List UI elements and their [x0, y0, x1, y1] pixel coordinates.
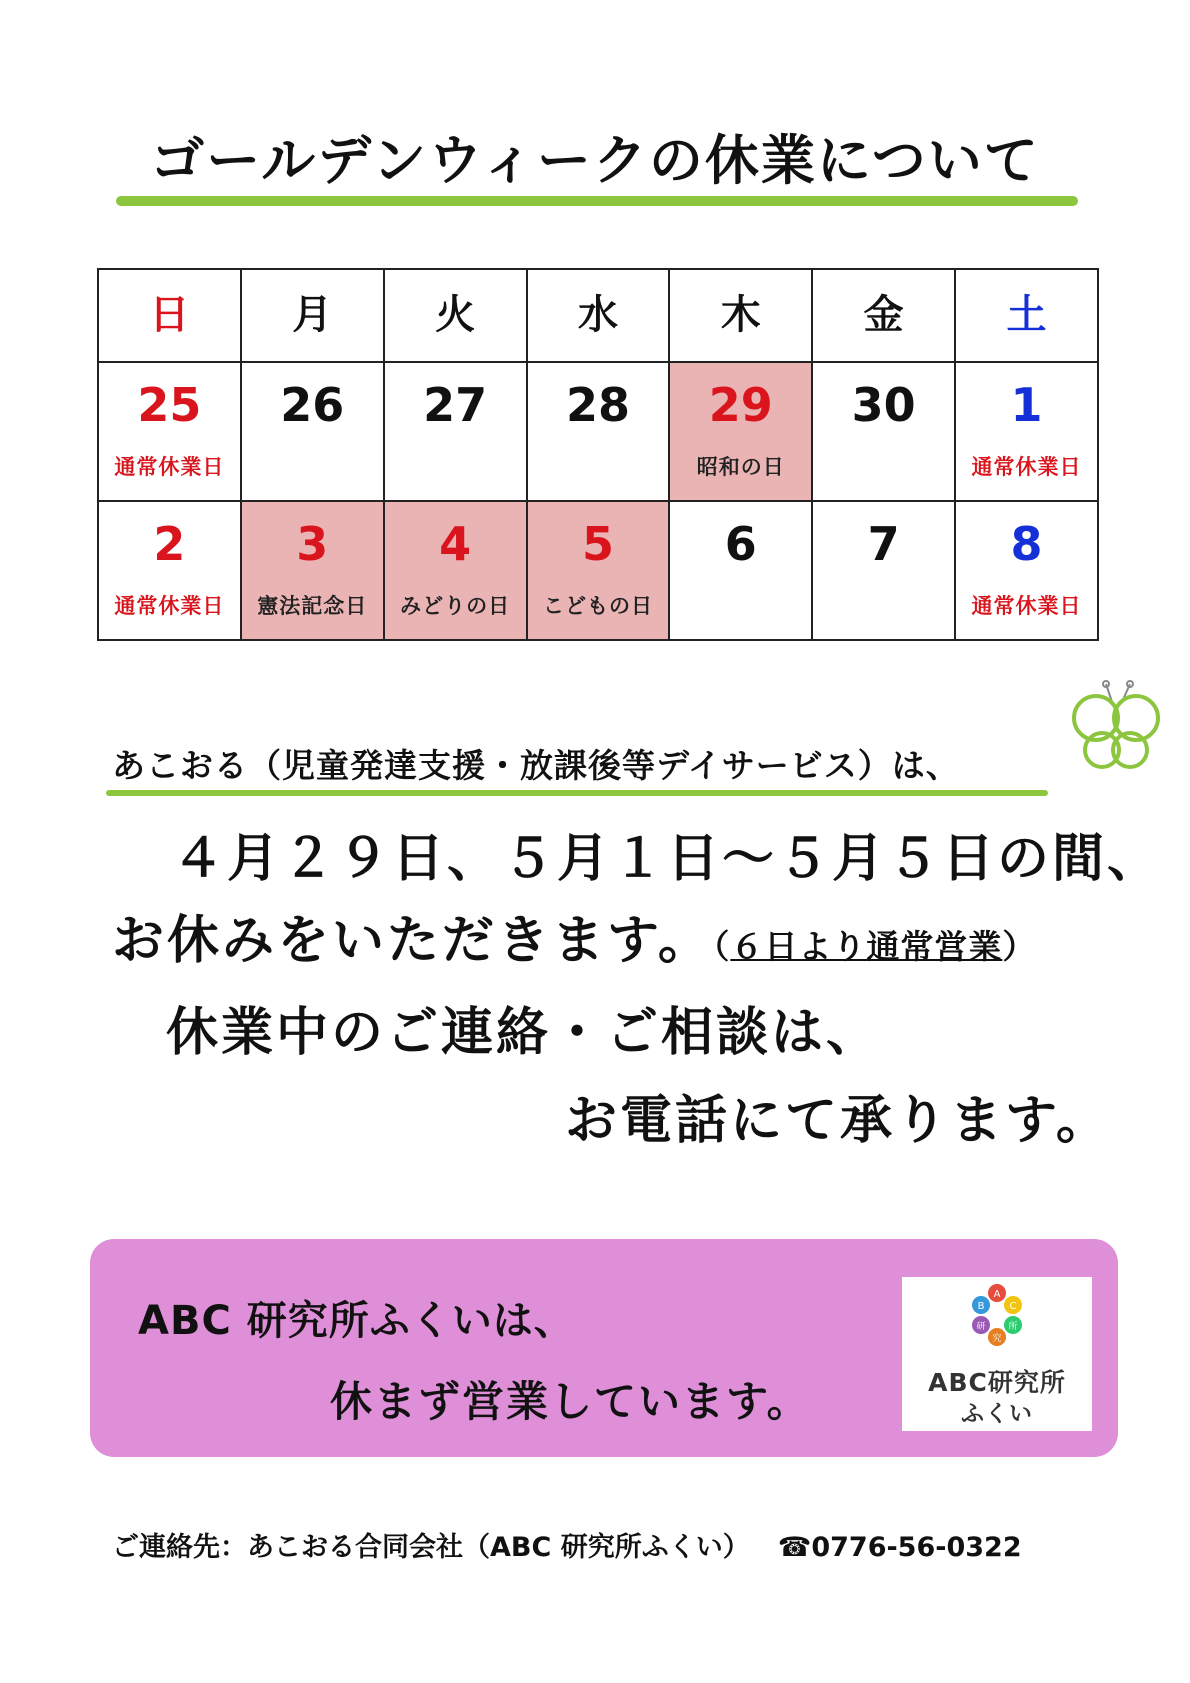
title-underline — [116, 196, 1078, 206]
calendar-day-cell — [527, 362, 670, 501]
reopen-text: ６日より通常営業 — [730, 927, 1003, 966]
logo-subname: ふくい — [961, 1401, 1033, 1427]
abc-notice-line1: ABC 研究所ふくいは、 — [138, 1298, 575, 1344]
holiday-label: みどりの日 — [400, 594, 511, 618]
abc-notice-panel — [90, 1239, 1118, 1457]
facility-intro: あこおる（児童発達支援・放課後等デイサービス）は、 — [112, 746, 960, 785]
intro-underline — [106, 790, 1048, 796]
closure-dates: ４月２９日、５月１日～５月５日の間、 — [172, 829, 1163, 889]
calendar-day-cell — [384, 362, 527, 501]
day-number: 28 — [565, 378, 630, 432]
footer-contact-text: ご連絡先：あこおる合同会社（ABC 研究所ふくい） — [112, 1532, 750, 1563]
page-title: ゴールデンウィークの休業について — [150, 129, 1040, 192]
weekday-thursday: 木 — [669, 269, 812, 362]
holiday-label: 昭和の日 — [696, 455, 785, 479]
calendar-day-cell-holiday — [669, 362, 812, 501]
calendar-day-cell — [98, 362, 241, 501]
calendar-day-cell-holiday — [384, 501, 527, 640]
abc-logo — [902, 1277, 1092, 1431]
day-number: 5 — [581, 517, 614, 571]
day-label: 通常休業日 — [971, 455, 1082, 479]
closure-text: お休みをいただきます。 — [112, 911, 713, 971]
logo-char-kyu: 究 — [992, 1334, 1002, 1344]
day-number: 4 — [439, 517, 472, 571]
day-number: 1 — [1010, 378, 1043, 432]
logo-letter-a: A — [993, 1289, 1001, 1300]
holiday-label: こどもの日 — [542, 594, 653, 618]
reopen-paren-open: （ — [712, 927, 731, 966]
logo-name: ABC研究所 — [928, 1368, 1066, 1397]
contact-note-line1: 休業中のご連絡・ご相談は、 — [166, 1003, 882, 1063]
footer-contact — [112, 1525, 1022, 1564]
weekday-saturday: 土 — [955, 269, 1098, 362]
calendar — [97, 268, 1099, 641]
day-number: 2 — [153, 517, 186, 571]
day-label: 通常休業日 — [114, 594, 225, 618]
calendar-day-cell — [98, 501, 241, 640]
calendar-day-cell — [955, 501, 1098, 640]
day-number: 6 — [724, 517, 757, 571]
logo-char-tokoro: 所 — [1008, 1322, 1018, 1332]
calendar-week-row — [98, 362, 1098, 501]
weekday-header-row — [98, 269, 1098, 362]
day-label: 通常休業日 — [971, 594, 1082, 618]
holiday-label: 憲法記念日 — [257, 594, 368, 618]
calendar-day-cell — [812, 501, 955, 640]
calendar-day-cell-holiday — [241, 501, 384, 640]
footer-phone: ☎0776-56-0322 — [777, 1532, 1022, 1563]
day-number: 26 — [280, 378, 345, 432]
day-number: 8 — [1010, 517, 1043, 571]
logo-letter-c: C — [1009, 1301, 1017, 1312]
butterfly-icon — [1068, 680, 1168, 780]
weekday-sunday: 日 — [98, 269, 241, 362]
day-number: 30 — [851, 378, 916, 432]
contact-note-line2: お電話にて承ります。 — [565, 1091, 1111, 1151]
day-label: 通常休業日 — [114, 455, 225, 479]
calendar-day-cell — [241, 362, 384, 501]
weekday-friday: 金 — [812, 269, 955, 362]
reopen-paren-close: ） — [1002, 927, 1037, 966]
calendar-day-cell — [669, 501, 812, 640]
day-number: 29 — [708, 378, 773, 432]
closure-statement — [112, 898, 1036, 973]
weekday-monday: 月 — [241, 269, 384, 362]
weekday-tuesday: 火 — [384, 269, 527, 362]
hexagon-logo-icon — [967, 1283, 1027, 1349]
logo-letter-b: B — [977, 1301, 985, 1312]
calendar-day-cell-holiday — [527, 501, 670, 640]
day-number: 7 — [867, 517, 900, 571]
reopen-note — [713, 927, 1037, 966]
calendar-day-cell — [812, 362, 955, 501]
calendar-day-cell — [955, 362, 1098, 501]
day-number: 3 — [296, 517, 329, 571]
weekday-wednesday: 水 — [527, 269, 670, 362]
calendar-week-row — [98, 501, 1098, 640]
day-number: 27 — [423, 378, 488, 432]
day-number: 25 — [137, 378, 202, 432]
logo-char-ken: 研 — [976, 1322, 986, 1332]
abc-notice-line2: 休まず営業しています。 — [330, 1377, 811, 1426]
